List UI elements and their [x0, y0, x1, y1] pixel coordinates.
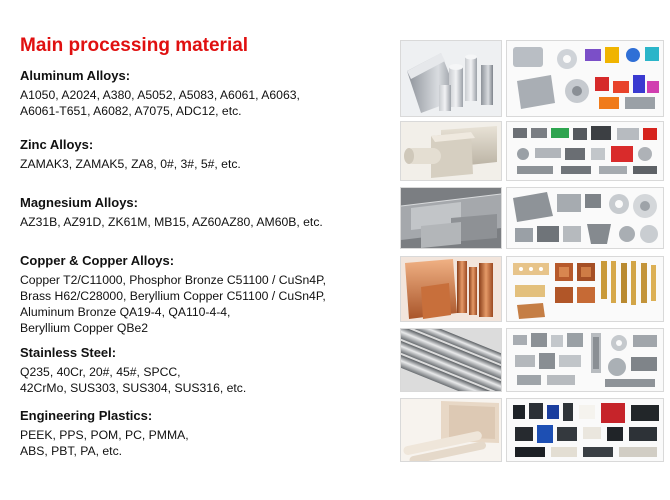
copper-stock-image [400, 256, 502, 322]
grade-line: 42CrMo, SUS303, SUS304, SUS316, etc. [20, 381, 247, 395]
grade-line: Q235, 40Cr, 20#, 45#, SPCC, [20, 365, 181, 379]
magnesium-stock-image [400, 187, 502, 249]
magnesium-parts-image [506, 187, 664, 249]
aluminum-parts-image [506, 40, 664, 117]
copper-parts-image [506, 256, 664, 322]
material-grades [20, 214, 390, 230]
material-name: Stainless Steel: [20, 345, 117, 360]
grade-line: Copper T2/C11000, Phosphor Bronze C51100 / CuSn4P, [20, 273, 327, 287]
material-grades [20, 87, 390, 119]
grade-line: Beryllium Copper QBe2 [20, 321, 149, 335]
material-grades [20, 272, 390, 336]
steel-stock-image [400, 328, 502, 392]
page-title: Main processing material [20, 35, 249, 56]
grade-line: A1050, A2024, A380, A5052, A5083, A6061, A6063, [20, 88, 300, 102]
material-name: Aluminum Alloys: [20, 68, 131, 83]
zinc-parts-image [506, 121, 664, 181]
grade-line: Brass H62/C28000, Beryllium Copper C51100 / CuSn4P, [20, 289, 326, 303]
steel-parts-image [506, 328, 664, 392]
aluminum-stock-image [400, 40, 502, 117]
material-stainless [20, 345, 390, 396]
material-aluminum [20, 68, 390, 119]
material-plastics [20, 408, 390, 459]
material-grades [20, 364, 390, 396]
material-grades [20, 156, 390, 172]
material-magnesium [20, 195, 390, 230]
material-copper [20, 253, 390, 336]
plastic-parts-image [506, 398, 664, 462]
grade-line: Aluminum Bronze QA19-4, QA110-4-4, [20, 305, 231, 319]
grade-line: AZ31B, AZ91D, ZK61M, MB15, AZ60AZ80, AM60B, etc. [20, 215, 323, 229]
plastic-stock-image [400, 398, 502, 462]
material-zinc [20, 137, 390, 172]
grade-line: A6061-T651, A6082, A7075, ADC12, etc. [20, 104, 242, 118]
zinc-stock-image [400, 121, 502, 181]
material-name: Magnesium Alloys: [20, 195, 138, 210]
material-name: Engineering Plastics: [20, 408, 153, 423]
material-name: Zinc Alloys: [20, 137, 94, 152]
material-grades [20, 427, 390, 459]
grade-line: ABS, PBT, PA, etc. [20, 444, 123, 458]
grade-line: PEEK, PPS, POM, PC, PMMA, [20, 428, 189, 442]
material-name: Copper & Copper Alloys: [20, 253, 175, 268]
grade-line: ZAMAK3, ZAMAK5, ZA8, 0#, 3#, 5#, etc. [20, 157, 241, 171]
